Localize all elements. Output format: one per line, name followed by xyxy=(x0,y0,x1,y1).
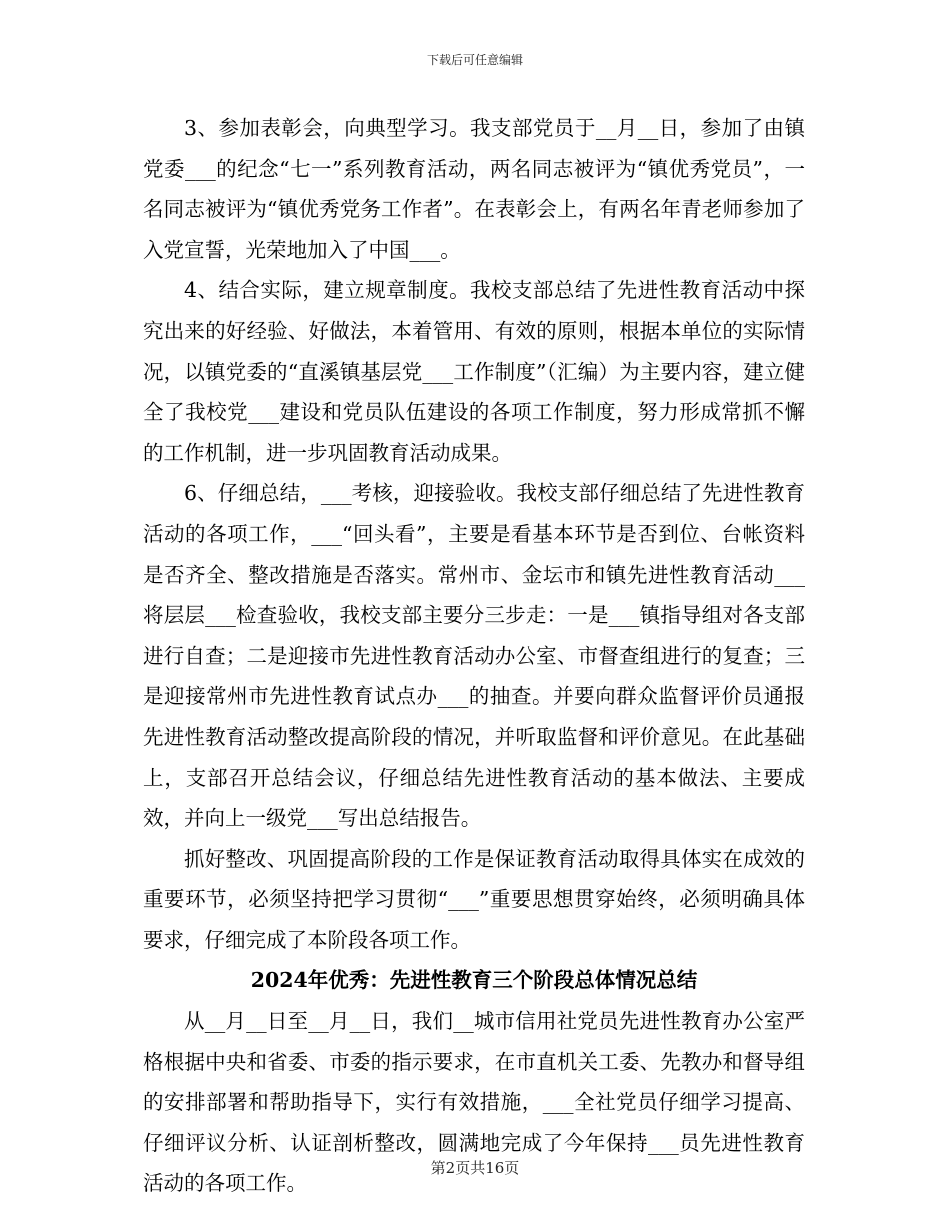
page-header: 下载后可任意编辑 xyxy=(426,53,523,67)
paragraph: 4、结合实际，建立规章制度。我校支部总结了先进性教育活动中探究出来的好经验、好做法，本着管用、有效的原则，根据本单位的实际情况，以镇党委的“直溪镇基层党___工作制度”（汇编）为主要内容，建立健全了我校党___建设和党员队伍建设的各项工作制度，努力形成常抓不懈的工作机制，进一步巩固教育活动成果。 xyxy=(143,278,805,465)
document-body xyxy=(143,108,805,1204)
section-heading: 2024年优秀：先进性教育三个阶段总体情况总结 xyxy=(250,968,698,993)
paragraph: 3、参加表彰会，向典型学习。我支部党员于__月__日，参加了由镇党委___的纪念“七一”系列教育活动，两名同志被评为“镇优秀党员”，一名同志被评为“镇优秀党务工作者”。在表彰会上，有两名年青老师参加了入党宣誓，光荣地加入了中国___。 xyxy=(143,116,805,262)
paragraph: 抓好整改、巩固提高阶段的工作是保证教育活动取得具体实在成效的重要环节，必须坚持把学习贯彻“___”重要思想贯穿始终，必须明确具体要求，仔细完成了本阶段各项工作。 xyxy=(143,846,805,952)
paragraph: 从__月__日至__月__日，我们__城市信用社党员先进性教育办公室严格根据中央和省委、市委的指示要求，在市直机关工委、先教办和督导组的安排部署和帮助指导下，实行有效措施，___全社党员仔细学习提高、仔细评议分析、认证剖析整改，圆满地完成了今年保持___员先进性教育活动的各项工作。 xyxy=(143,1009,805,1196)
page-number: 第2页共16页 xyxy=(430,1159,520,1177)
paragraph: 6、仔细总结，___考核，迎接验收。我校支部仔细总结了先进性教育活动的各项工作，___“回头看”，主要是看基本环节是否到位、台帐资料是否齐全、整改措施是否落实。常州市、金坛市和镇先进性教育活动___将层层___检查验收，我校支部主要分三步走：一是___镇指导组对各支部进行自查；二是迎接市先进性教育活动办公室、市督查组进行的复查；三是迎接常州市先进性教育试点办___的抽查。并要向群众监督评价员通报先进性教育活动整改提高阶段的情况，并听取监督和评价意见。在此基础上，支部召开总结会议，仔细总结先进性教育活动的基本做法、主要成效，并向上一级党___写出总结报告。 xyxy=(143,481,805,831)
